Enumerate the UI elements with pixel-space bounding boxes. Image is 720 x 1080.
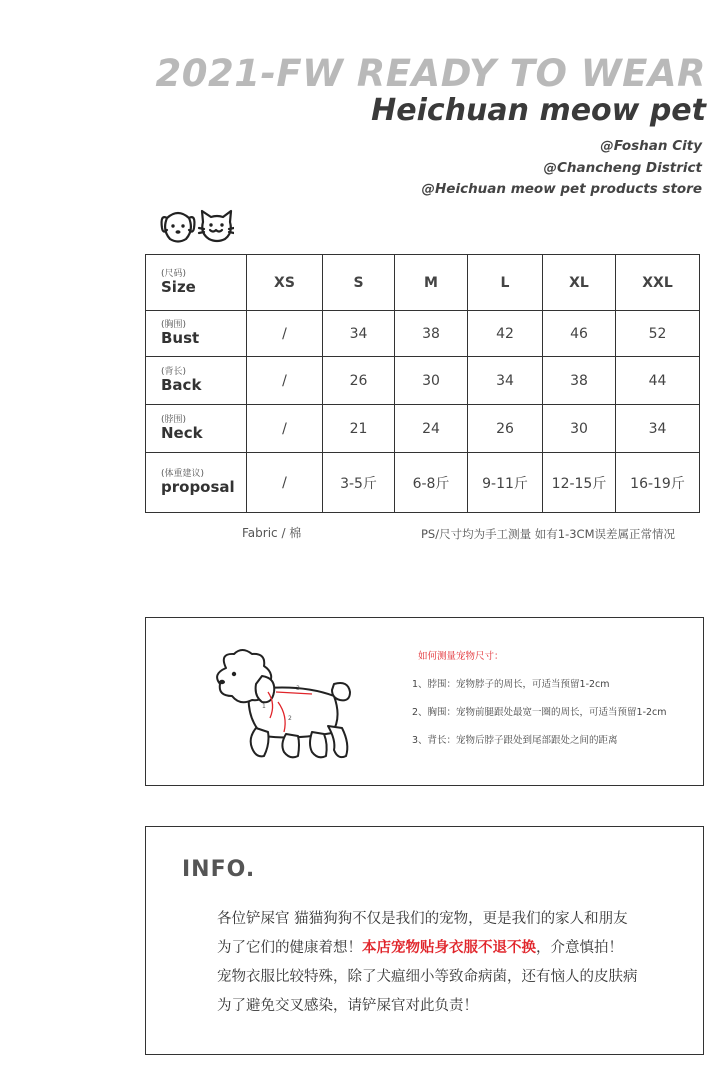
measure-item-back: 3、背长：宠物后脖子跟处到尾部跟处之间的距离 bbox=[412, 735, 618, 746]
measure-item-bust: 2、胸围：宠物前腿跟处最宽一圈的周长，可适当预留1-2cm bbox=[412, 707, 667, 718]
table-cell: 34 bbox=[323, 311, 395, 357]
measure-guide-box bbox=[145, 617, 704, 786]
table-cell: 34 bbox=[616, 405, 700, 453]
size-chart-table bbox=[145, 254, 700, 513]
size-header-label: (尺码) Size bbox=[146, 255, 247, 311]
size-xxl: XXL bbox=[616, 255, 700, 311]
table-cell: 46 bbox=[543, 311, 616, 357]
info-line-2: 为了它们的健康着想！本店宠物贴身衣服不退不换，介意慎拍！ bbox=[217, 940, 623, 956]
row-label-back: (背长) Back bbox=[146, 357, 247, 405]
table-cell: 21 bbox=[323, 405, 395, 453]
fabric-note: Fabric / 棉 bbox=[242, 526, 302, 540]
measure-item-neck: 1、脖围：宠物脖子的周长，可适当预留1-2cm bbox=[412, 679, 610, 690]
location-district: @Chancheng District bbox=[543, 160, 702, 176]
table-cell: 24 bbox=[395, 405, 468, 453]
info-box bbox=[145, 826, 704, 1055]
table-cell: 42 bbox=[468, 311, 543, 357]
table-cell: 30 bbox=[543, 405, 616, 453]
poodle-diagram-icon bbox=[204, 648, 359, 766]
info-line-1: 各位铲屎官 猫猫狗狗不仅是我们的宠物，更是我们的家人和朋友 bbox=[217, 911, 628, 927]
size-xs: XS bbox=[247, 255, 323, 311]
info-line-3: 宠物衣服比较特殊，除了犬瘟细小等致命病菌，还有恼人的皮肤病 bbox=[217, 969, 638, 985]
size-s: S bbox=[323, 255, 395, 311]
diagram-label-2: 2 bbox=[288, 715, 292, 722]
info-line-4: 为了避免交叉感染，请铲屎官对此负责！ bbox=[217, 998, 478, 1014]
table-cell: 16-19斤 bbox=[616, 453, 700, 513]
info-heading: INFO. bbox=[182, 857, 256, 882]
size-header-row bbox=[146, 255, 700, 311]
location-store: @Heichuan meow pet products store bbox=[421, 181, 702, 197]
table-row bbox=[146, 405, 700, 453]
row-label-neck: (脖围) Neck bbox=[146, 405, 247, 453]
table-cell: / bbox=[247, 453, 323, 513]
table-cell: 26 bbox=[468, 405, 543, 453]
table-cell: 26 bbox=[323, 357, 395, 405]
table-cell: 34 bbox=[468, 357, 543, 405]
measure-guide-title: 如何测量宠物尺寸： bbox=[418, 651, 504, 662]
diagram-label-1: 1 bbox=[262, 703, 266, 710]
table-cell: 38 bbox=[395, 311, 468, 357]
table-cell: 3-5斤 bbox=[323, 453, 395, 513]
table-cell: 52 bbox=[616, 311, 700, 357]
table-cell: 9-11斤 bbox=[468, 453, 543, 513]
table-cell: 6-8斤 bbox=[395, 453, 468, 513]
size-m: M bbox=[395, 255, 468, 311]
table-row bbox=[146, 453, 700, 513]
table-cell: 38 bbox=[543, 357, 616, 405]
location-city: @Foshan City bbox=[600, 138, 702, 154]
table-cell: 44 bbox=[616, 357, 700, 405]
dog-cat-icon bbox=[158, 208, 234, 248]
table-row bbox=[146, 311, 700, 357]
row-label-bust: (胸围) Bust bbox=[146, 311, 247, 357]
row-label-proposal: (体重建议) proposal bbox=[146, 453, 247, 513]
table-row bbox=[146, 357, 700, 405]
table-cell: 12-15斤 bbox=[543, 453, 616, 513]
diagram-label-3: 3 bbox=[296, 685, 300, 692]
table-cell: / bbox=[247, 357, 323, 405]
collection-title: 2021-FW READY TO WEAR bbox=[155, 52, 706, 95]
size-xl: XL bbox=[543, 255, 616, 311]
measurement-disclaimer: PS/尺寸均为手工测量 如有1-3CM误差属正常情况 bbox=[421, 527, 675, 541]
table-cell: 30 bbox=[395, 357, 468, 405]
size-l: L bbox=[468, 255, 543, 311]
table-cell: / bbox=[247, 311, 323, 357]
table-cell: / bbox=[247, 405, 323, 453]
brand-name: Heichuan meow pet bbox=[371, 93, 706, 128]
no-return-warning: 本店宠物贴身衣服不退不换 bbox=[362, 940, 536, 956]
